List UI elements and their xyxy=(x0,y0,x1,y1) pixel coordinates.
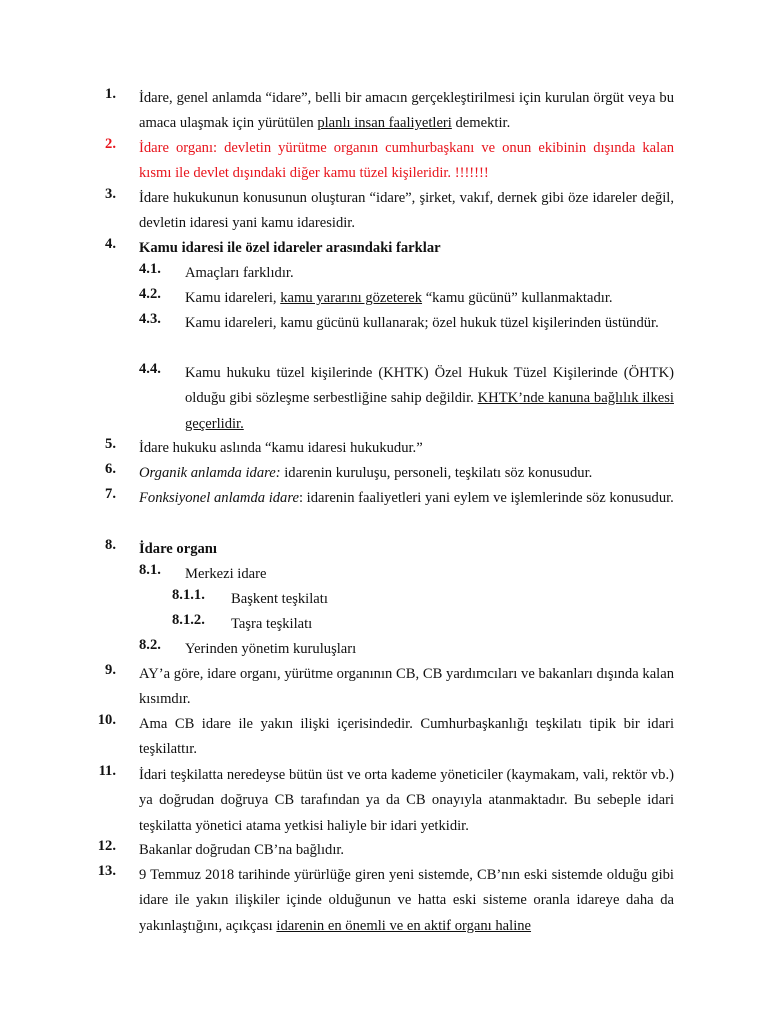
item-text: Taşra teşkilatı xyxy=(231,616,313,632)
item-number: 10. xyxy=(97,712,116,728)
item-text: Merkezi idare xyxy=(185,566,267,582)
item-number: 4.1. xyxy=(139,261,161,277)
item-number: 3. xyxy=(105,186,116,202)
item-text: Başkent teşkilatı xyxy=(231,591,328,607)
item-text: Fonksiyonel anlamda idare: idarenin faaliyetleri yani eylem ve işlemlerinde söz konusudur. xyxy=(139,490,674,506)
item-text: 9 Temmuz 2018 tarihinde yürürlüğe giren yeni sistemde, CB’nın eski sistemde olduğu gibi idare ile yakın ilişkiler içinde olduğunun ve hatta eski sisteme oranla idareye daha da yakınlaştığını, açıkçası idarenin en önemli ve en aktif organı haline xyxy=(139,867,674,934)
item-heading: İdare organı xyxy=(139,541,217,557)
item-number: 2. xyxy=(105,136,116,152)
item-text: Organik anlamda idare: idarenin kuruluşu, personeli, teşkilatı söz konusudur. xyxy=(139,465,593,481)
item-text: İdare hukukunun konusunun oluşturan “idare”, şirket, vakıf, dernek gibi öze idareler değil, devletin idaresi yani kamu idaresidir. xyxy=(139,190,674,232)
item-number: 4.3. xyxy=(139,311,161,327)
item-number: 8. xyxy=(105,537,116,553)
item-number: 6. xyxy=(105,461,116,477)
item-number: 13. xyxy=(97,863,116,879)
item-number: 4.4. xyxy=(139,361,161,377)
item-text: İdare hukuku aslında “kamu idaresi hukukudur.” xyxy=(139,440,423,456)
item-number: 11. xyxy=(98,763,116,779)
item-text: Amaçları farklıdır. xyxy=(185,265,294,281)
item-heading: Kamu idaresi ile özel idareler arasındaki farklar xyxy=(139,240,441,256)
item-text: Bakanlar doğrudan CB’na bağlıdır. xyxy=(139,842,345,858)
item-number: 4. xyxy=(105,236,116,252)
item-number: 8.1.1. xyxy=(172,587,205,603)
item-text: Yerinden yönetim kuruluşları xyxy=(185,641,357,657)
item-text: Ama CB idare ile yakın ilişki içerisindedir. Cumhurbaşkanlığı teşkilatı tipik bir idari teşkilattır. xyxy=(139,716,674,758)
item-text: İdari teşkilatta neredeyse bütün üst ve orta kademe yöneticiler (kaymakam, vali, rektör vb.) ya doğrudan doğruya CB tarafından ya da CB onayıyla atanmaktadır. Bu sebeple idari teşkilatta yönetici atama yetkisi haliyle bir idari yetkidir. xyxy=(139,767,674,834)
item-number: 1. xyxy=(105,86,116,102)
item-text: Kamu hukuku tüzel kişilerinde (KHTK) Özel Hukuk Tüzel Kişilerinde (ÖHTK) olduğu gibi sözleşme serbestliğine sahip değildir. KHTK’nde kanuna bağlılık ilkesi geçerlidir. xyxy=(185,365,674,432)
item-number: 8.1.2. xyxy=(172,612,205,628)
item-number: 8.1. xyxy=(139,562,161,578)
item-text: İdare organı: devletin yürütme organın cumhurbaşkanı ve onun ekibinin dışında kalan kısmı ile devlet dışındaki diğer kamu tüzel kişileridir. !!!!!!! xyxy=(139,140,674,182)
item-number: 7. xyxy=(105,486,116,502)
item-number: 12. xyxy=(97,838,116,854)
item-number: 8.2. xyxy=(139,637,161,653)
item-text: İdare, genel anlamda “idare”, belli bir amacın gerçekleştirilmesi için kurulan örgüt veya bu amaca ulaşmak için yürütülen planlı insan faaliyetleri demektir. xyxy=(139,90,674,132)
item-number: 9. xyxy=(105,662,116,678)
item-text: AY’a göre, idare organı, yürütme organının CB, CB yardımcıları ve bakanları dışında kalan kısımdır. xyxy=(139,666,674,708)
item-number: 5. xyxy=(105,436,116,452)
item-number: 4.2. xyxy=(139,286,161,302)
item-text: Kamu idareleri, kamu gücünü kullanarak; özel hukuk tüzel kişilerinden üstündür. xyxy=(185,315,659,331)
item-text: Kamu idareleri, kamu yararını gözeterek “kamu gücünü” kullanmaktadır. xyxy=(185,290,613,306)
